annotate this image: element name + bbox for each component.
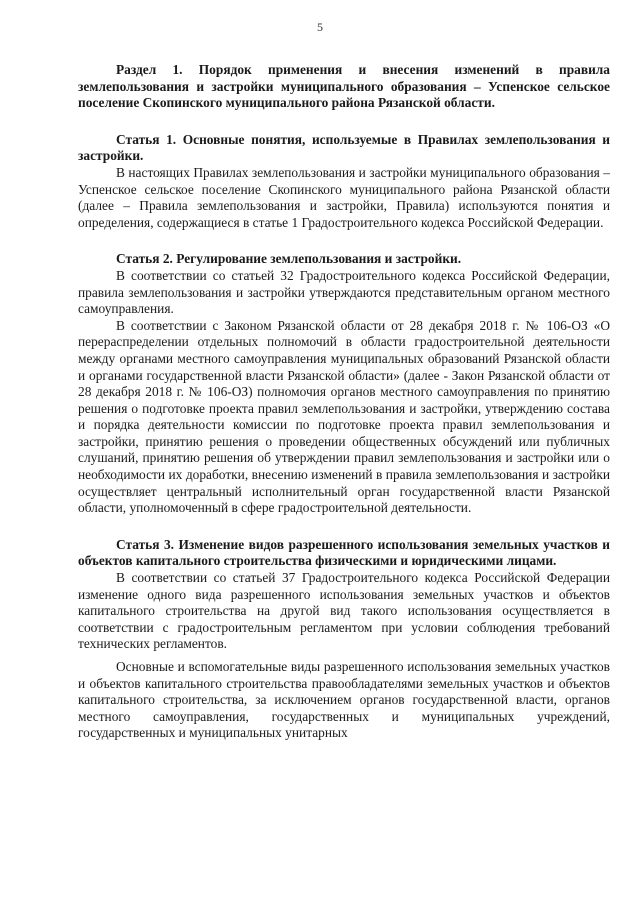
article-1-paragraph-1: В настоящих Правилах землепользования и застройки муниципального образования – Успенское сельское поселение Скопинского муниципального района Рязанской области (далее – Правила землепользования и застройки, Правила) используются понятия и определения, содержащиеся в статье 1 Градостроительного кодекса Российской Федерации.: [78, 164, 610, 230]
article-3-paragraph-2: Основные и вспомогательные виды разрешенного использования земельных участков и объектов капитального строительства правообладателями земельных участков и объектов капитального строительства, за исключением органов государственной власти, органов местного самоуправления, государственных и муниципальных учреждений, государственных и муниципальных унитарных: [78, 659, 610, 741]
article-3-heading: Статья 3. Изменение видов разрешенного использования земельных участков и объектов капитального строительства физическими и юридическими лицами.: [78, 536, 610, 569]
article-2-heading: Статья 2. Регулирование землепользования и застройки.: [116, 251, 462, 267]
article-3-paragraph-1: В соответствии со статьей 37 Градостроительного кодекса Российской Федерации изменение одного вида разрешенного использования земельных участков и объектов капитального строительства на другой вид такого использования осуществляется в соответствии с градостроительным регламентом при условии соблюдения требований технических регламентов.: [78, 570, 610, 652]
article-2-paragraph-1: В соответствии со статьей 32 Градостроительного кодекса Российской Федерации, правила землепользования и застройки утверждаются представительным органом местного самоуправления.: [78, 267, 610, 317]
spacer: [78, 231, 610, 251]
spacer: [78, 517, 610, 537]
article-1-heading: Статья 1. Основные понятия, используемые в Правилах землепользования и застройки.: [78, 131, 610, 164]
page-content: [78, 62, 610, 742]
section-heading: Раздел 1. Порядок применения и внесения изменений в правила землепользования и застройки муниципального образования – Успенское сельское поселение Скопинского муниципального района Рязанской области.: [78, 62, 610, 111]
page-number: 5: [317, 20, 323, 34]
article-2-paragraph-2: В соответствии с Законом Рязанской области от 28 декабря 2018 г. № 106-ОЗ «О перераспределении отдельных полномочий в области градостроительной деятельности между органами местного самоуправления муниципальных образований Рязанской области и органами государственной власти Рязанской области» (далее - Закон Рязанской области от 28 декабря 2018 г. № 106-ОЗ) полномочия органов местного самоуправления по принятию решения о подготовке проекта правил землепользования и застройки, утверждению состава и порядка деятельности комиссии по подготовке проекта правил землепользования и застройки, принятию решения о проведении общественных обсуждений или публичных слушаний, принятию решения об утверждении правил землепользования и застройки или о необходимости их доработки, внесению изменений в правила землепользования и застройки осуществляет центральный исполнительный орган государственной власти Рязанской области, уполномоченный в сфере градостроительной деятельности.: [78, 317, 610, 516]
